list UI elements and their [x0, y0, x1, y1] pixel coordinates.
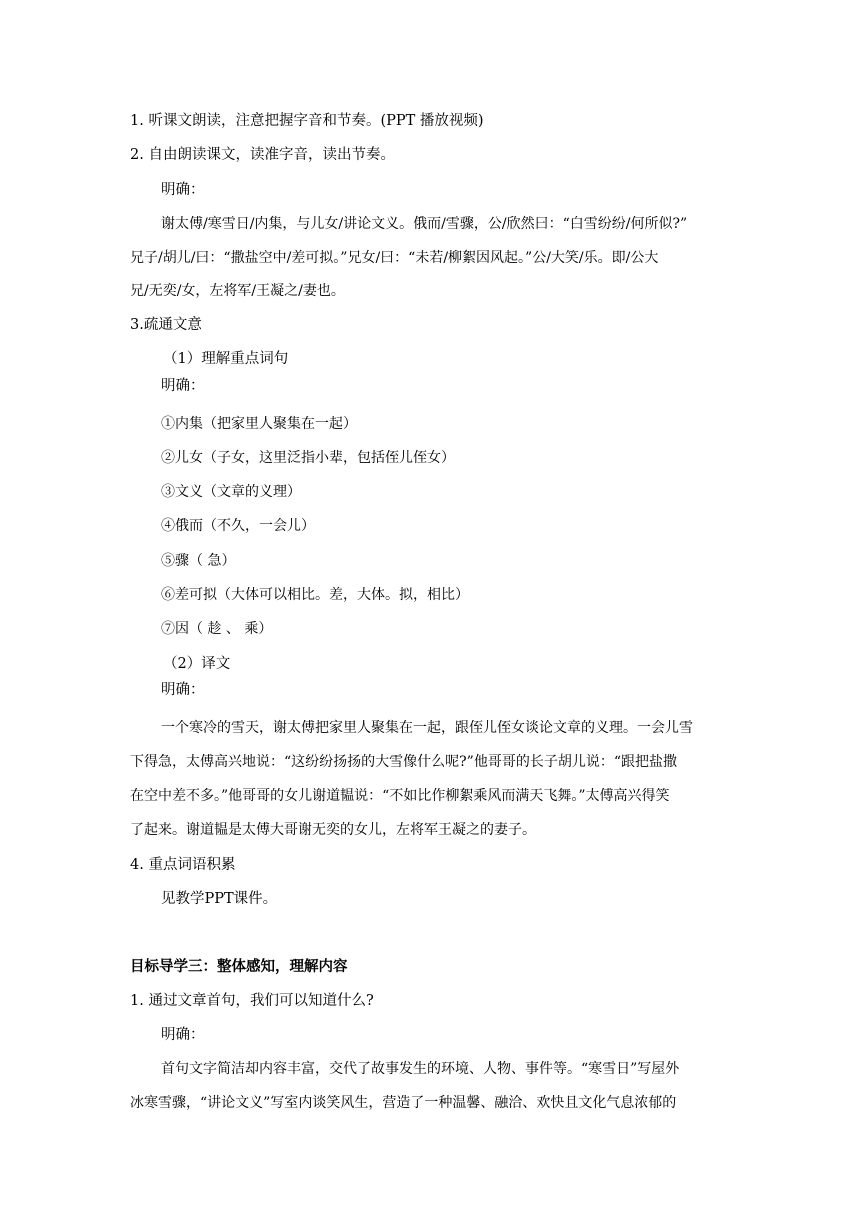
mingque-label: 明确： [161, 378, 205, 394]
translation-line: 在空中差不多。”他哥哥的女儿谢道韫说：“不如比作柳絮乘风而满天飞舞。”太傅高兴得笑 [130, 788, 670, 804]
step-4-body: 见教学PPT课件。 [161, 891, 278, 907]
glossary-item: ②儿女（子女，这里泛指小辈，包括侄儿侄女） [161, 450, 455, 466]
glossary-item: ⑤骤（ 急） [161, 553, 236, 569]
translation-line: 了起来。谢道韫是太傅大哥谢无奕的女儿，左将军王凝之的妻子。 [130, 822, 536, 838]
answer-line: 冰寒雪骤，“讲论文义”写室内谈笑风生，营造了一种温馨、融洽、欢快且文化气息浓郁的 [130, 1095, 677, 1111]
passage-line: 兄/无奕/女，左将军/王凝之/妻也。 [130, 283, 345, 299]
mingque-label: 明确： [161, 682, 205, 698]
subheading-translation: （2）译文 [163, 656, 231, 672]
question-1-text: 1. 通过文章首句，我们可以知道什么? [130, 993, 374, 1009]
passage-line: 谢太傅/寒雪日/内集，与儿女/讲论文义。俄而/雪骤，公/欣然曰：“白雪纷纷/何所似?” [161, 216, 688, 232]
answer-line: 首句文字简洁却内容丰富，交代了故事发生的环境、人物、事件等。“寒雪日”写屋外 [161, 1061, 680, 1077]
mingque-label: 明确： [161, 1027, 205, 1043]
translation-line: 下得急，太傅高兴地说：“这纷纷扬扬的大雪像什么呢?”他哥哥的长子胡儿说：“跟把盐撒 [130, 754, 677, 770]
step-2-text: 2. 自由朗读课文，读准字音，读出节奏。 [130, 147, 395, 163]
glossary-item: ⑦因（ 趁 、 乘） [161, 621, 273, 637]
glossary-item: ⑥差可拟（大体可以相比。差，大体。拟，相比） [161, 587, 469, 603]
step-4-text: 4. 重点词语积累 [130, 857, 236, 873]
step-1-text: 1. 听课文朗读，注意把握字音和节奏。(PPT 播放视频) [130, 113, 484, 129]
translation-line: 一个寒冷的雪天，谢太傅把家里人聚集在一起，跟侄儿侄女谈论文章的义理。一会儿雪 [161, 720, 693, 736]
glossary-item: ①内集（把家里人聚集在一起） [161, 416, 357, 432]
subheading-key-words: （1）理解重点词句 [163, 351, 289, 367]
passage-line: 兄子/胡儿/曰：“撒盐空中/差可拟。”兄女/曰：“未若/柳絮因风起。”公/大笑/乐。即/公大 [130, 250, 659, 266]
glossary-item: ④俄而（不久，一会儿） [161, 518, 315, 534]
mingque-label: 明确： [161, 182, 205, 198]
step-3-text: 3.疏通文意 [130, 317, 202, 333]
section-heading: 目标导学三：整体感知，理解内容 [130, 959, 348, 975]
glossary-item: ③文义（文章的义理） [161, 484, 301, 500]
